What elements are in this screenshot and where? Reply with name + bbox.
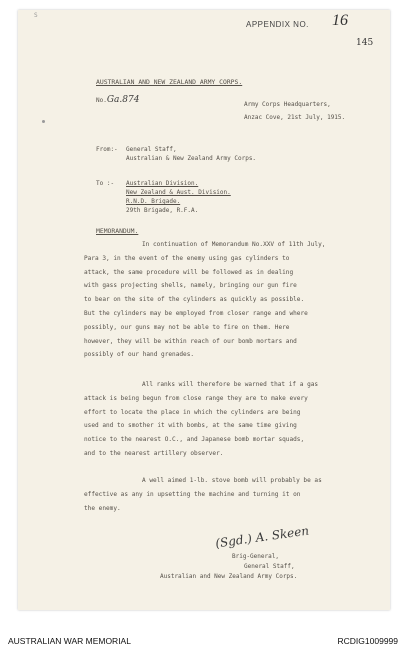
signatory-rank: Brig-General, bbox=[232, 553, 279, 560]
appendix-number: 16 bbox=[332, 12, 348, 29]
paragraph-3 bbox=[84, 474, 370, 515]
text-line: possibly, our guns may not be able to fire on them. Here bbox=[84, 323, 290, 331]
text-line: with gass projecting shells, namely, bringing our gun fire bbox=[84, 282, 297, 290]
to-line-2: New Zealand & Aust. Division. bbox=[126, 189, 231, 196]
text-line: attack, the same procedure will be followed as in dealing bbox=[84, 268, 294, 276]
text-line: Para 3, in the event of the enemy using gas cylinders to bbox=[84, 254, 290, 262]
text-line: and to the nearest artillery observer. bbox=[84, 449, 224, 457]
to-line-4: 29th Brigade, R.F.A. bbox=[126, 207, 199, 214]
text-line: effort to locate the place in which the cylinders are being bbox=[84, 408, 301, 416]
page-number: 145 bbox=[356, 38, 374, 48]
to-line-3: R.N.D. Brigade. bbox=[126, 198, 181, 205]
to-label: To :- bbox=[96, 180, 115, 187]
text-line: attack is being begun from close range they are to make every bbox=[84, 394, 308, 402]
text-line: notice to the nearest O.C., and Japanese bomb mortar squads, bbox=[84, 436, 305, 444]
text-line: In continuation of Memorandum No.XXV of 11th July, bbox=[142, 241, 326, 248]
text-line: possibly of our hand grenades. bbox=[84, 351, 195, 359]
from-label: From:- bbox=[96, 146, 118, 153]
signatory-staff: General Staff, bbox=[244, 563, 295, 570]
document-title: AUSTRALIAN AND NEW ZEALAND ARMY CORPS. bbox=[96, 78, 243, 86]
signatory-unit: Australian and New Zealand Army Corps. bbox=[160, 573, 298, 580]
text-line: the enemy. bbox=[84, 504, 121, 512]
page-mark: S bbox=[34, 12, 38, 19]
text-line: however, they will be within reach of our bomb mortars and bbox=[84, 337, 297, 345]
text-line: A well aimed 1-lb. stove bomb will probably be as bbox=[142, 477, 322, 484]
archive-id: RCDIG1009999 bbox=[337, 636, 398, 646]
reference-number bbox=[96, 96, 139, 105]
text-line: to bear on the site of the cylinders as quickly as possible. bbox=[84, 296, 305, 304]
text-line: used and to smother it with bombs, at the same time giving bbox=[84, 422, 297, 430]
appendix-label: APPENDIX NO. bbox=[246, 20, 309, 29]
from-line-2: Australian & New Zealand Army Corps. bbox=[126, 155, 257, 162]
to-line-1: Australian Division. bbox=[126, 180, 199, 187]
reference-handwritten: Ga.874 bbox=[106, 95, 140, 105]
text-line: effective as any in upsetting the machine and turning it on bbox=[84, 490, 301, 498]
paragraph-2 bbox=[84, 378, 370, 461]
headquarters-location: Army Corps Headquarters, bbox=[244, 101, 331, 108]
handwritten-signature: (Sgd.) A. Skeen bbox=[214, 523, 310, 551]
reference-prefix: No. bbox=[96, 97, 107, 104]
text-line: But the cylinders may be employed from closer range and where bbox=[84, 309, 308, 317]
archive-credit: AUSTRALIAN WAR MEMORIAL bbox=[8, 636, 131, 646]
ink-dot bbox=[42, 120, 45, 123]
document-date: Anzac Cove, 21st July, 1915. bbox=[244, 114, 346, 121]
paragraph-1 bbox=[84, 238, 370, 362]
text-line: All ranks will therefore be warned that if a gas bbox=[142, 381, 319, 388]
from-line-1: General Staff, bbox=[126, 146, 177, 153]
memo-subject: MEMORANDUM. bbox=[96, 227, 139, 235]
